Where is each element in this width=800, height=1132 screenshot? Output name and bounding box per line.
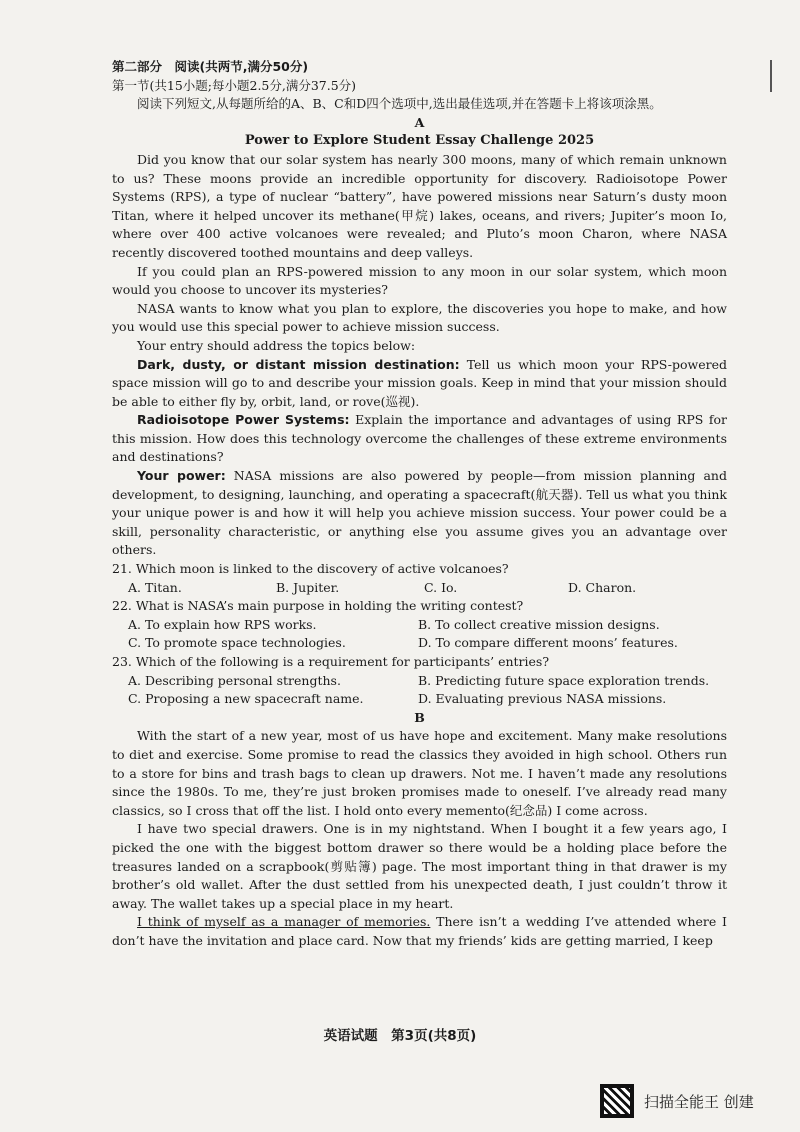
question-21-option-a: A. Titan. [128,579,182,595]
topic-rps [112,411,727,467]
question-23-option-d: D. Evaluating previous NASA missions. [418,691,667,707]
passage-b-p2: I have two special drawers. One is in my nightstand. When I bought it a few years ago, I picked the one with the biggest bottom drawer so there would be a holding place before the treasures landed on a scrapbook(剪贴簿) page. The most important thing in that drawer is my brother’s old wallet. After the dust settled from his unexpected death, I just couldn’t throw it away. The wallet takes up a special place in my heart. [112,821,727,911]
passage-b-p1: With the start of a new year, most of us have hope and excitement. Many make resolutions to diet and exercise. Some promise to read the classics they avoided in high school. Others run to a store for bins and trash bags to clean up drawers. Not me. I haven’t made any resolutions since the 1980s. To me, they’re just broken promises made to oneself. I’ve already read many classics, so I cross that off the list. I hold onto every memento(纪念品) I come across. [112,728,727,818]
question-22-options-row2 [112,634,727,653]
question-22-options-row1 [112,616,727,635]
question-23-options-row2 [112,690,727,709]
question-21-option-c: C. Io. [424,579,458,595]
scanner-label: 扫描全能王 创建 [644,1092,754,1111]
scanner-watermark [600,1084,754,1118]
topic-power [112,467,727,560]
question-22-option-c: C. To promote space technologies. [128,635,346,651]
question-23-option-b: B. Predicting future space exploration trends. [418,672,710,688]
passage-b-underlined-sentence: I think of myself as a manager of memories. [137,914,431,930]
passage-b-letter: B [414,709,425,725]
topic-destination [112,356,727,412]
topic-rps-head: Radioisotope Power Systems: [137,412,350,428]
section-heading: 第一节(共15小题;每小题2.5分,满分37.5分) [112,77,357,93]
passage-a-p2: If you could plan an RPS-powered mission to any moon in our solar system, which moon would you choose to uncover its mysteries? [112,263,727,298]
question-22-option-b: B. To collect creative mission designs. [418,616,660,632]
question-23-options-row1 [112,672,727,691]
question-23-stem: 23. Which of the following is a requirement for participants’ entries? [112,654,550,669]
exam-page [112,58,727,951]
question-22-option-d: D. To compare different moons’ features. [418,635,678,651]
question-23-option-a: A. Describing personal strengths. [128,672,341,688]
passage-a-p4: Your entry should address the topics below: [137,337,416,353]
topic-power-head: Your power: [137,468,226,484]
topic-destination-body: Tell us which moon your RPS-powered space mission will go to and describe your mission goals. Keep in mind that your mission should be able to either fly by, orbit, land, or rove(巡视). [112,356,727,409]
passage-b-p3 [112,913,727,950]
question-21-options [112,579,727,598]
question-21-option-b: B. Jupiter. [276,579,340,595]
passage-b-p3-rest: There isn’t a wedding I’ve attended where I don’t have the invitation and place card. Now that my friends’ kids are getting married, I keep [112,914,727,948]
passage-a-letter: A [414,114,425,130]
passage-a-p3: NASA wants to know what you plan to explore, the discoveries you hope to make, and how you would use this special power to achieve mission success. [112,300,727,335]
question-22-option-a: A. To explain how RPS works. [128,616,317,632]
question-21-stem: 21. Which moon is linked to the discovery of active volcanoes? [112,561,509,577]
page-edge-mark [770,60,772,92]
topic-rps-body: Explain the importance and advantages of using RPS for this mission. How does this technology overcome the challenges of these extreme environments and destinations? [112,412,727,465]
question-23-option-c: C. Proposing a new spacecraft name. [128,691,364,707]
passage-a-p1: Did you know that our solar system has nearly 300 moons, many of which remain unknown to us? These moons provide an incredible opportunity for discovery. Radioisotope Power Systems (RPS), a type of nuclear “battery”, have powered missions near Saturn’s dusty moon Titan, where it helped uncover its methane(甲烷) lakes, oceans, and rivers; Jupiter’s moon Io, where over 400 active volcanoes were revealed; and Pluto’s moon Charon, where NASA recently discovered toothed mountains and deep valleys. [112,151,727,260]
question-21-option-d: D. Charon. [568,579,637,595]
question-22-stem: 22. What is NASA’s main purpose in holding the writing contest? [112,598,524,614]
topic-power-body: NASA missions are also powered by people—from mission planning and development, to designing, launching, and operating a spacecraft(航天器). Tell us what you think your unique power is and how it will help you achieve mission success. Your power could be a skill, personality characteristic, or anything else you assume gives you an advantage over others. [112,468,727,558]
part-heading: 第二部分 阅读(共两节,满分50分) [112,59,309,74]
qr-code-icon [600,1084,634,1118]
topic-destination-head: Dark, dusty, or distant mission destination: [137,356,460,372]
passage-a-title: Power to Explore Student Essay Challenge 2025 [244,133,595,149]
page-footer: 英语试题 第3页(共8页) [323,1028,477,1044]
instruction-text: 阅读下列短文,从每题所给的A、B、C和D四个选项中,选出最佳选项,并在答题卡上将该项涂黑。 [137,96,662,112]
